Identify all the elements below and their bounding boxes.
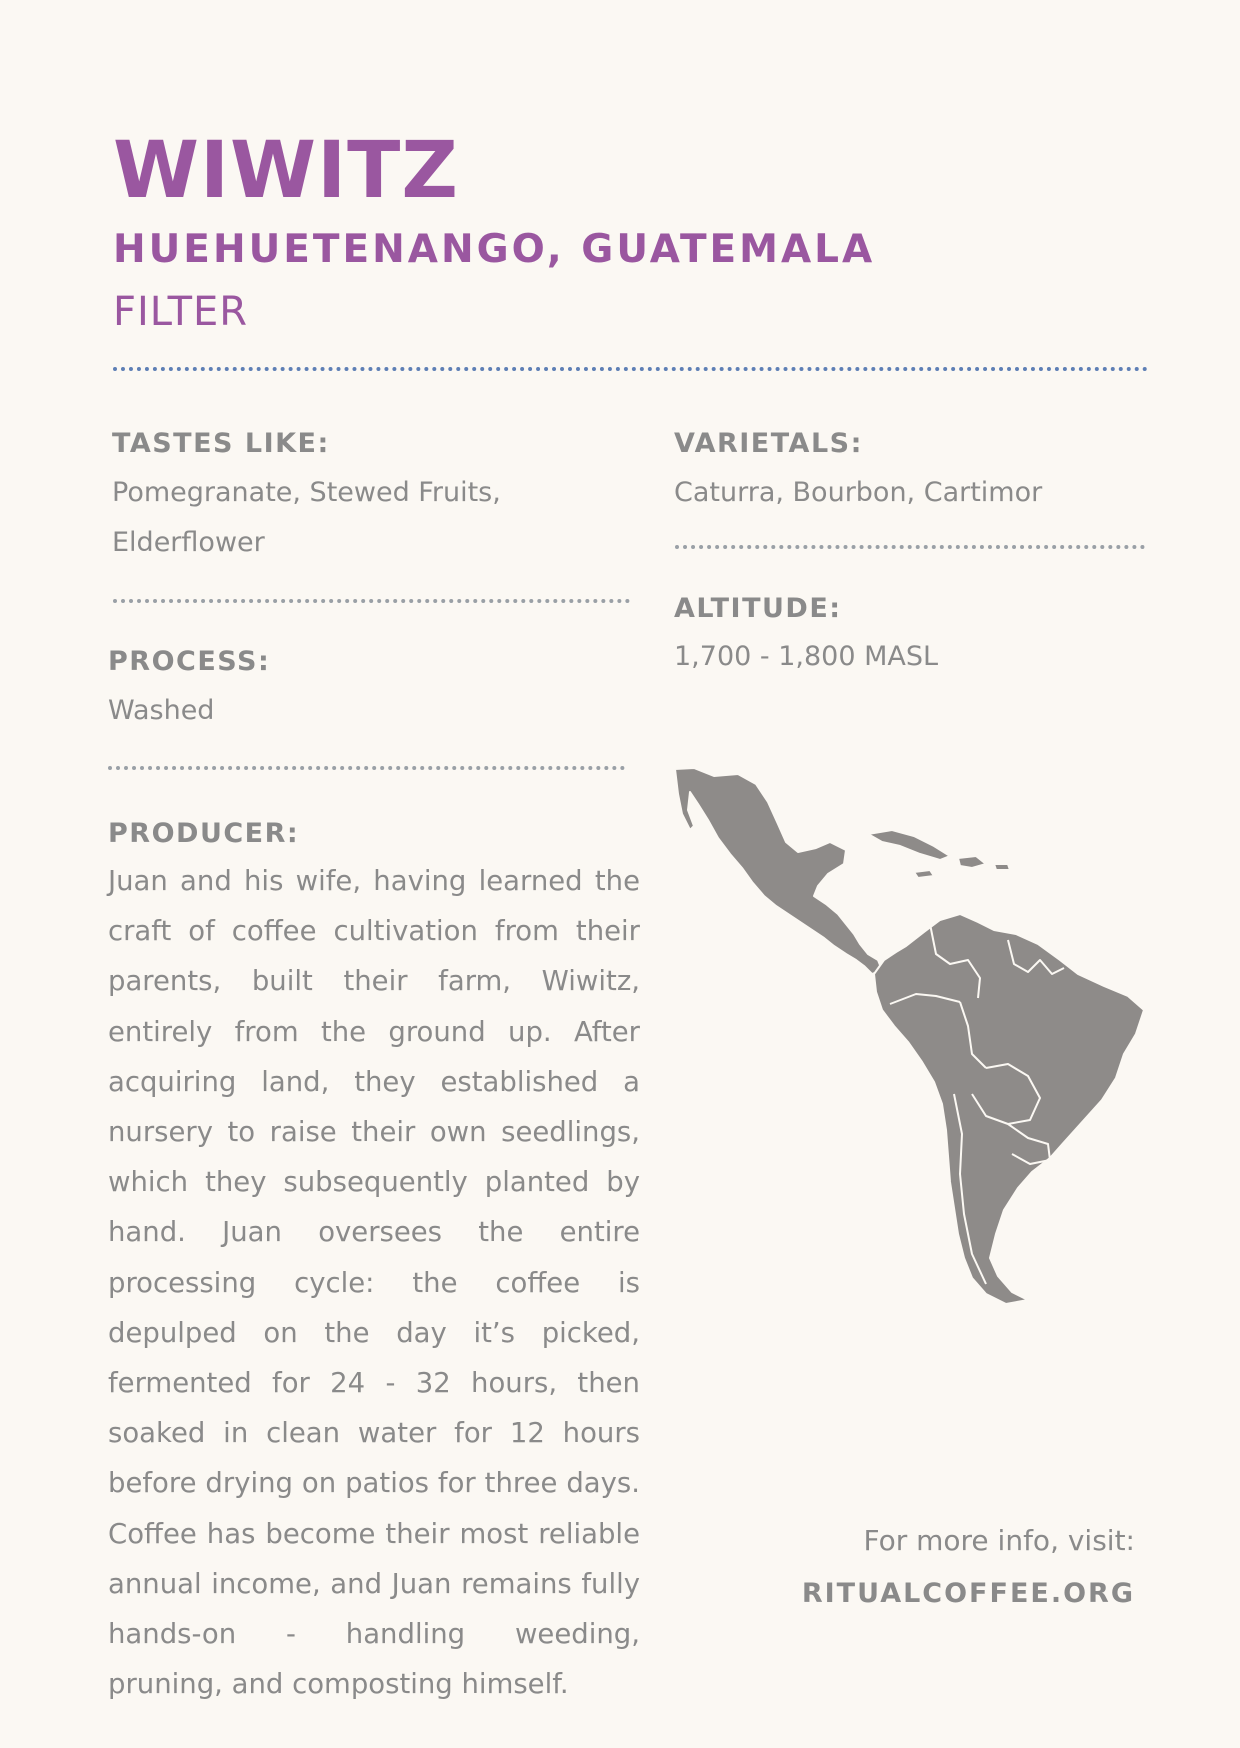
mexico-shape [675,768,882,974]
producer-description: Juan and his wife, having learned the craft of coffee cultivation from their parents, built their farm, Wiwitz, entirely from the ground up. After acquiring land, they established a nursery to raise their own seedlings, which they subsequently planted by hand. Juan oversees the entire processing cycle: the coffee is depulped on the day it’s picked, fermented for 24 - 32 hours, then soaked in clean water for 12 hours before drying on patios for three days. Coffee has become their most reliable annual income, and Juan remains fully hands-on - handling weeding, pruning, and composting himself. [108,865,640,1701]
border-uruguay [1032,1174,1052,1198]
producer-label: PRODUCER: [108,818,300,849]
hispaniola-shape [958,856,986,868]
origin-region: HUEHUETENANGO, GUATEMALA [113,227,876,272]
brew-method: FILTER [113,289,249,335]
latin-america-map [668,764,1208,1364]
jamaica-shape [914,870,934,878]
more-info-text: For more info, visit: [863,1524,1135,1557]
tastes-line-2: Elderflower [112,527,265,558]
tastes-label: TASTES LIKE: [112,428,330,459]
tastes-divider [113,599,630,603]
process-label: PROCESS: [108,646,271,677]
varietals-label: VARIETALS: [674,428,863,459]
process-divider [108,766,625,770]
tastes-line-1: Pomegranate, Stewed Fruits, [112,477,501,508]
coffee-title: WIWITZ [113,126,459,216]
website-link[interactable]: RITUALCOFFEE.ORG [801,1578,1135,1609]
cuba-shape [868,830,950,860]
altitude-label: ALTITUDE: [674,593,842,624]
south-america-shape [874,914,1144,1304]
puerto-rico-shape [994,864,1010,870]
varietals-value: Caturra, Bourbon, Cartimor [674,477,1043,508]
altitude-value: 1,700 - 1,800 MASL [674,641,939,672]
header-divider [113,367,1148,371]
varietals-divider [675,545,1145,549]
process-value: Washed [108,695,215,726]
